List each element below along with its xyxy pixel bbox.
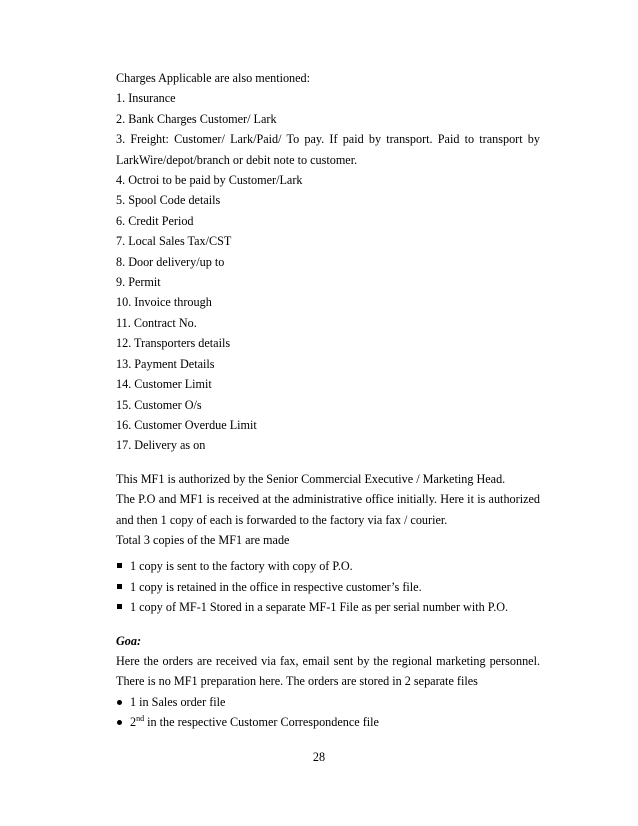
- charge-item: 16. Customer Overdue Limit: [116, 417, 257, 432]
- charge-item: 2. Bank Charges Customer/ Lark: [116, 111, 277, 126]
- document-page: [116, 68, 540, 733]
- charge-item: 12. Transporters details: [116, 336, 231, 351]
- list-item: [116, 712, 540, 732]
- charge-item: 10. Invoice through: [116, 295, 212, 310]
- charge-item: 15. Customer O/s: [116, 397, 202, 412]
- square-bullet-icon: [117, 584, 122, 589]
- charge-item-continuation: LarkWire/depot/branch or debit note to customer.: [116, 152, 358, 167]
- goa-heading: Goa:: [116, 633, 142, 648]
- charge-item: 1. Insurance: [116, 91, 176, 106]
- list-item: [116, 692, 540, 712]
- list-item-text: 1 copy is retained in the office in respective customer’s file.: [130, 579, 422, 594]
- list-item-text: in the respective Customer Correspondence file: [144, 715, 379, 730]
- charge-item: 8. Door delivery/up to: [116, 254, 225, 269]
- list-item-text: 1 copy of MF-1 Stored in a separate MF-1 File as per serial number with P.O.: [130, 600, 509, 615]
- copies-list: [116, 556, 540, 617]
- receipt-paragraph-line: The P.O and MF1 is received at the administrative office initially. Here it is authorized: [116, 492, 540, 507]
- charge-item: 9. Permit: [116, 275, 161, 290]
- charge-item: 14. Customer Limit: [116, 377, 212, 392]
- list-item-text: 1 in Sales order file: [130, 694, 226, 709]
- list-item-number: 2: [130, 715, 137, 730]
- charge-item: 5. Spool Code details: [116, 193, 221, 208]
- charge-item: 17. Delivery as on: [116, 438, 206, 453]
- charge-item: 11. Contract No.: [116, 315, 197, 330]
- page-number: 28: [312, 750, 326, 764]
- charge-item: 7. Local Sales Tax/CST: [116, 234, 232, 249]
- charge-item: 3. Freight: Customer/ Lark/Paid/ To pay. If paid by transport. Paid to transport by: [116, 132, 540, 147]
- spacer: [116, 456, 540, 469]
- square-bullet-icon: [117, 563, 122, 568]
- list-item: [116, 577, 540, 597]
- list-item: [116, 597, 540, 617]
- receipt-paragraph-line: and then 1 copy of each is forwarded to the factory via fax / courier.: [116, 512, 448, 527]
- round-bullet-icon: [117, 720, 122, 725]
- charge-item: 6. Credit Period: [116, 213, 194, 228]
- files-list: [116, 692, 540, 733]
- charge-item: 4. Octroi to be paid by Customer/Lark: [116, 173, 303, 188]
- round-bullet-icon: [117, 700, 122, 705]
- goa-paragraph-line: Here the orders are received via fax, email sent by the regional marketing personnel.: [116, 653, 540, 668]
- square-bullet-icon: [117, 604, 122, 609]
- spacer: [116, 618, 540, 631]
- authorization-paragraph: This MF1 is authorized by the Senior Commercial Executive / Marketing Head.: [116, 471, 506, 486]
- charges-list: [116, 88, 540, 455]
- ordinal-suffix: nd: [136, 714, 145, 724]
- charges-intro: Charges Applicable are also mentioned:: [116, 71, 311, 85]
- list-item: [116, 556, 540, 576]
- copies-paragraph: Total 3 copies of the MF1 are made: [116, 532, 290, 547]
- list-item-text: 1 copy is sent to the factory with copy of P.O.: [130, 559, 353, 574]
- charge-item: 13. Payment Details: [116, 356, 215, 371]
- goa-paragraph-line: There is no MF1 preparation here. The orders are stored in 2 separate files: [116, 674, 478, 689]
